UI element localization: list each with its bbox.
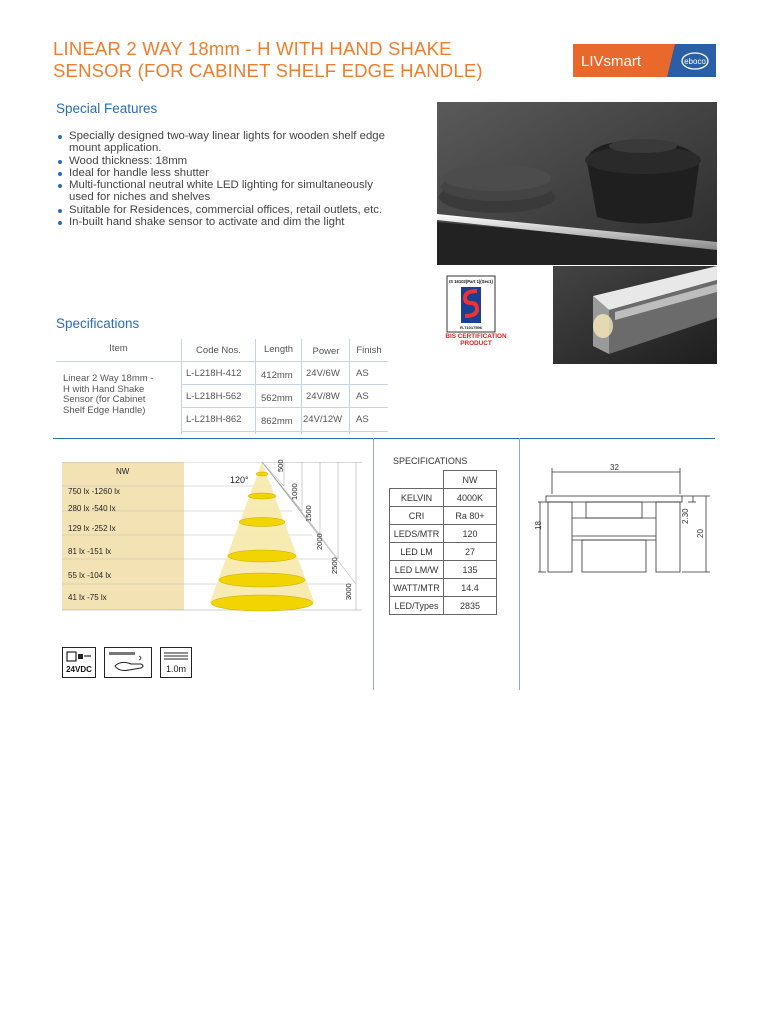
table-value-cell: 135 <box>443 561 496 579</box>
table-value-cell: 2835 <box>443 597 496 615</box>
power-supply-icon <box>62 647 96 678</box>
profile-height-right-label: 20 <box>696 529 705 538</box>
bis-reg-no: R-71017596 <box>459 325 483 330</box>
spec-power: 24V/12W <box>303 414 343 425</box>
col-header-item: Item <box>109 343 128 354</box>
spec-length: 412mm <box>261 370 293 381</box>
specifications-table <box>56 339 388 434</box>
distance-label: 2500 <box>330 557 339 574</box>
profile-drawing <box>530 460 720 580</box>
row-divider <box>181 431 388 432</box>
spec-code: L-L218H-412 <box>186 368 242 379</box>
beam-diagram <box>62 459 362 612</box>
table-value-cell: 27 <box>443 543 496 561</box>
item-line: Linear 2 Way 18mm - <box>63 373 154 384</box>
product-photo-profile <box>553 266 717 364</box>
lux-panel <box>62 462 184 610</box>
col-header-length: Length <box>263 344 294 355</box>
beam-ellipse <box>219 573 305 587</box>
column-divider <box>519 438 520 690</box>
lux-label: 750 lx -1260 lx <box>68 487 121 496</box>
cable-length-label: 1.0m <box>165 664 186 674</box>
feature-item: Wood thickness: 18mm <box>56 155 386 167</box>
voltage-label: 24VDC <box>66 665 92 674</box>
table-value-cell: 120 <box>443 525 496 543</box>
beam-ellipse <box>228 550 296 562</box>
profile-width-label: 32 <box>610 463 619 472</box>
table-row <box>390 543 497 561</box>
spec-length: 562mm <box>261 393 293 404</box>
table-row <box>390 489 497 507</box>
row-divider <box>181 384 388 385</box>
lux-label: 41 lx -75 lx <box>68 593 107 602</box>
header-divider <box>56 361 388 362</box>
brand-livsmart: LIVsmart <box>581 53 642 70</box>
spec-power: 24V/8W <box>306 391 340 402</box>
table-label-cell: LED LM/W <box>390 561 444 579</box>
beam-ellipse <box>211 595 313 611</box>
table-value-cell: 4000K <box>443 489 496 507</box>
section-divider <box>53 438 715 439</box>
feature-item: Multi-functional neutral white LED lighting for simultaneously used for niches and shelves <box>56 179 386 204</box>
item-line: Shelf Edge Handle) <box>63 404 146 416</box>
distance-label: 1500 <box>304 505 313 522</box>
lux-label: 129 lx -252 lx <box>68 524 116 533</box>
features-list <box>56 130 386 228</box>
page-title <box>53 38 553 82</box>
col-divider <box>255 339 256 434</box>
beam-ellipse <box>256 472 268 476</box>
table-row <box>390 579 497 597</box>
table-label-cell: LEDS/MTR <box>390 525 444 543</box>
brand-eboco: eboco <box>684 57 706 66</box>
bis-caption-1: BIS CERTIFICATION <box>445 333 507 340</box>
feature-item: Suitable for Residences, commercial offices, retail outlets, etc. <box>56 204 386 216</box>
brand-logo <box>573 44 716 77</box>
table-row <box>390 597 497 615</box>
small-spec-title: SPECIFICATIONS <box>393 456 468 466</box>
column-divider <box>373 438 374 690</box>
table-label-cell: WATT/MTR <box>390 579 444 597</box>
bis-standard: IS 16102(Part 1)(Sec1) <box>449 279 493 284</box>
table-label-cell: LED/Types <box>390 597 444 615</box>
product-photo-kitchen <box>437 102 717 265</box>
lux-label: 55 lx -104 lx <box>68 571 112 580</box>
spec-code: L-L218H-562 <box>186 391 242 402</box>
spec-item-name <box>63 374 178 416</box>
title-line-2: SENSOR (FOR CABINET SHELF EDGE HANDLE) <box>53 60 483 81</box>
item-line: H with Hand Shake <box>63 383 145 395</box>
bis-certification <box>437 272 517 350</box>
item-line: Sensor (for Cabinet <box>63 394 146 405</box>
table-row <box>390 471 497 489</box>
table-cell <box>390 471 444 489</box>
col-divider <box>181 339 182 434</box>
lux-label: 81 lx -151 lx <box>68 547 112 556</box>
spec-finish: AS <box>356 414 369 425</box>
distance-label: 500 <box>276 459 285 472</box>
small-spec-table <box>389 470 497 615</box>
col-divider <box>301 339 302 434</box>
table-label-cell: KELVIN <box>390 489 444 507</box>
table-value-cell: Ra 80+ <box>443 507 496 525</box>
profile-height-left-label: 18 <box>534 521 543 530</box>
feature-item: In-built hand shake sensor to activate and dim the light <box>56 216 386 228</box>
spec-finish: AS <box>356 391 369 402</box>
col-header-finish: Finish <box>356 345 382 356</box>
table-header-cell: NW <box>443 471 496 489</box>
specifications-heading: Specifications <box>56 316 140 331</box>
bis-caption-2: PRODUCT <box>460 340 492 347</box>
spec-power: 24V/6W <box>306 368 340 379</box>
hand-sensor-icon <box>104 647 152 678</box>
lux-label: 280 lx -540 lx <box>68 504 116 513</box>
table-row <box>390 561 497 579</box>
col-header-code: Code Nos. <box>196 345 241 356</box>
col-header-power: Power <box>312 346 340 357</box>
distance-label: 1000 <box>290 483 299 500</box>
distance-label: 3000 <box>344 583 353 600</box>
beam-ellipse <box>248 493 276 499</box>
table-row <box>390 525 497 543</box>
table-label-cell: LED LM <box>390 543 444 561</box>
spec-code: L-L218H-862 <box>186 414 242 425</box>
beam-header: NW <box>116 467 130 476</box>
table-value-cell: 14.4 <box>443 579 496 597</box>
features-heading: Special Features <box>56 101 158 116</box>
spec-finish: AS <box>356 368 369 379</box>
spec-length: 862mm <box>261 416 293 427</box>
table-label-cell: CRI <box>390 507 444 525</box>
row-divider <box>181 407 388 408</box>
feature-item: Specially designed two-way linear lights for wooden shelf edge mount application. <box>56 130 386 155</box>
distance-label: 2000 <box>315 533 324 550</box>
cable-length-icon <box>160 647 192 678</box>
title-line-1: LINEAR 2 WAY 18mm - H WITH HAND SHAKE <box>53 38 452 59</box>
beam-angle: 120° <box>230 475 249 485</box>
table-row <box>390 507 497 525</box>
profile-lip-label: 2.30 <box>681 508 690 524</box>
beam-ellipse <box>239 518 285 527</box>
col-divider <box>349 339 350 434</box>
feature-item: Ideal for handle less shutter <box>56 167 386 179</box>
